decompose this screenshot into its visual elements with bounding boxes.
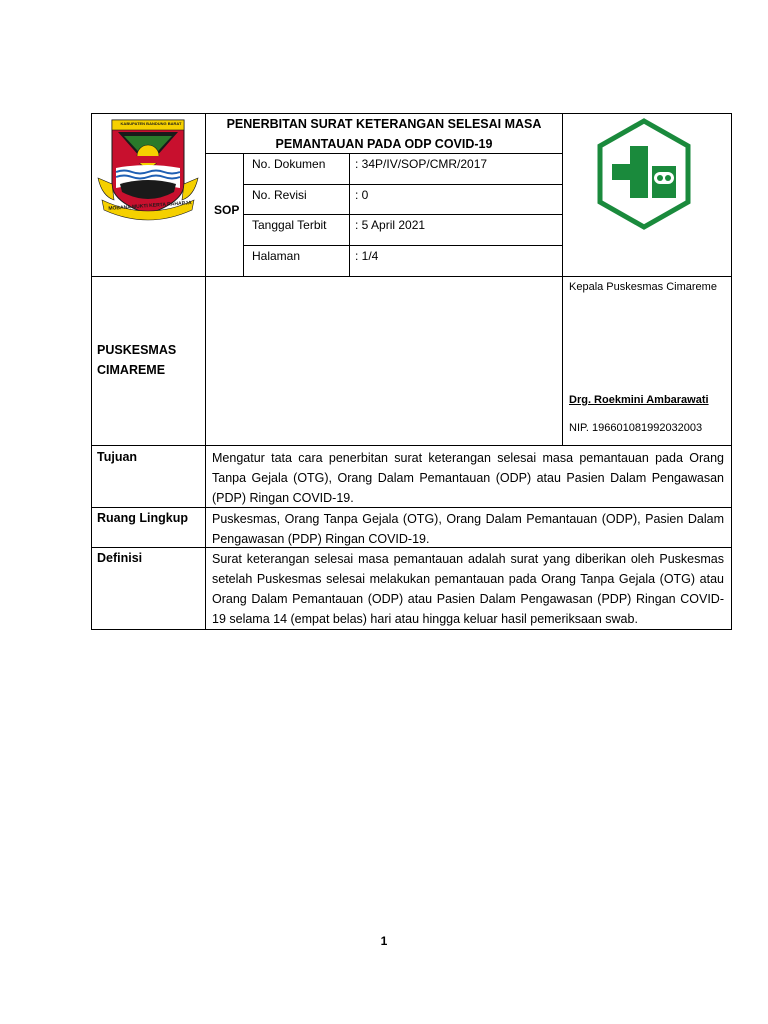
meta-value-issue-date: : 5 April 2021 [355,218,426,232]
head-nip: NIP. 196601081992032003 [569,422,703,434]
crest-ribbon-text: MOBANA MUKTI KERTA RAHARJA [108,200,192,212]
table-border-left [91,113,92,630]
table-rule [243,184,563,185]
org-name [97,340,176,380]
table-rule [91,276,732,277]
title-line-1: PENERBITAN SURAT KETERANGAN SELESAI MASA [226,117,542,131]
table-rule [91,445,732,446]
table-border-right [731,113,732,630]
table-rule [562,113,563,445]
table-rule [243,214,563,215]
meta-label-revision: No. Revisi [252,188,307,202]
section-label-definisi: Definisi [97,551,143,565]
title-line-2: PEMANTAUAN PADA ODP COVID-19 [275,137,493,151]
org-name-line-2: CIMAREME [97,363,166,377]
meta-value-page: : 1/4 [355,249,379,263]
section-label-tujuan: Tujuan [97,450,138,464]
page-number: 1 [380,934,388,948]
meta-label-page: Halaman [252,249,301,263]
table-rule [205,113,206,630]
table-rule [243,153,244,276]
section-text-definisi: Surat keterangan selesai masa pemantauan adalah surat yang diberikan oleh Puskesmas setelah Puskesmas selesai melakukan pemantauan pada Orang Tanpa Gejala (OTG) atau Orang Dalam Pemantauan (ODP) atau Pasien Dalam Pengawasan (PDP) Ringan COVID-19 selama 14 (empat belas) hari atau hingga keluar hasil pemeriksaan swab. [212,552,724,626]
document-title [206,114,562,154]
head-name: Drg. Roekmini Ambarawati [569,394,709,406]
meta-value-document-number: : 34P/IV/SOP/CMR/2017 [355,157,488,171]
org-name-line-1: PUSKESMAS [97,343,177,357]
crest-top-text: KABUPATEN BANDUNG BARAT [120,121,182,126]
section-label-ruang-lingkup: Ruang Lingkup [97,511,188,525]
puskesmas-cross-logo-icon [596,118,692,230]
head-title: Kepala Puskesmas Cimareme [569,281,717,293]
meta-label-issue-date: Tanggal Terbit [252,218,327,232]
table-border-bottom [91,629,732,630]
section-text-ruang-lingkup: Puskesmas, Orang Tanpa Gejala (OTG), Orang Dalam Pemantauan (ODP), Pasien Dalam Pengawasan (PDP) Ringan COVID-19. [212,512,724,546]
puskesmas-logo [596,118,692,230]
meta-value-revision: : 0 [355,188,369,202]
meta-label-document-number: No. Dokumen [252,157,326,171]
section-text-tujuan: Mengatur tata cara penerbitan surat keterangan selesai masa pemantauan pada Orang Tanpa Gejala (OTG), Orang Dalam Pemantauan (ODP) atau Pasien Dalam Pengawasan (PDP) Ringan COVID-19. [212,451,724,505]
sop-label: SOP [214,203,240,217]
table-rule [243,245,563,246]
table-rule [349,153,350,276]
